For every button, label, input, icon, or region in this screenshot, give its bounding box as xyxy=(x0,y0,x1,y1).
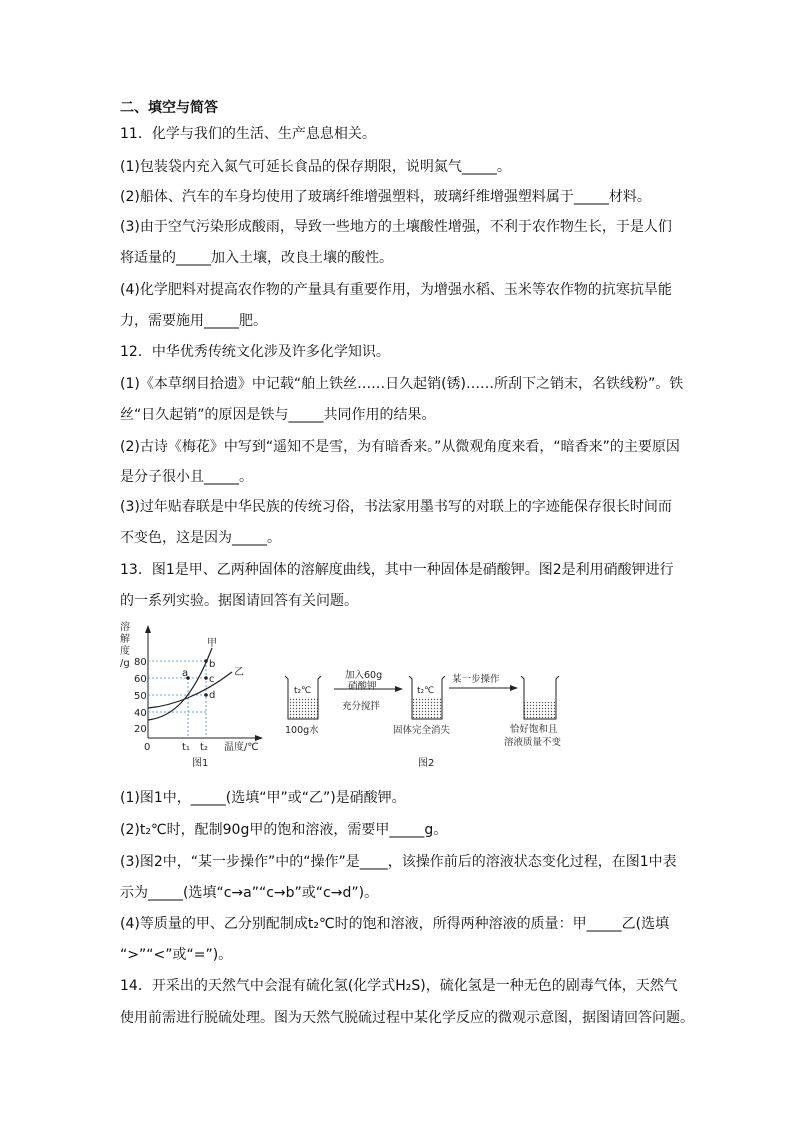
figure-2-caption: 图2 xyxy=(418,758,435,769)
question-12-part-2-line-2: 是分子很小且_____。 xyxy=(120,469,253,485)
question-13-figures xyxy=(112,620,592,770)
point-label-a: a xyxy=(182,668,189,679)
y-tick-20: 20 xyxy=(134,724,147,735)
question-13-part-3-line-1: (3)图2中，“某一步操作”中的“操作”是____，该操作前后的溶液状态变化过程，在图1中表 xyxy=(120,854,677,870)
question-12-part-1-line-2: 丝“日久起销”的原因是铁与_____共同作用的结果。 xyxy=(120,407,436,423)
arrow-1-label-line-2: 硝酸钾 xyxy=(348,681,377,692)
y-tick-80: 80 xyxy=(134,657,147,668)
arrow-2-label: 某一步操作 xyxy=(452,674,500,685)
question-14-stem-line-1: 14．开采出的天然气中会混有硫化氢(化学式H₂S)，硫化氢是一种无色的剧毒气体，天然气 xyxy=(120,978,678,994)
question-12-part-1-line-1: (1)《本草纲目拾遗》中记载“舶上铁丝……日久起销(锈)……所刮下之销末，名铁线粉”。铁 xyxy=(120,376,684,392)
y-tick-40: 40 xyxy=(134,708,147,719)
question-11-part-1: (1)包装袋内充入氮气可延长食品的保存期限，说明氮气_____。 xyxy=(120,159,511,175)
x-axis-label: 温度/℃ xyxy=(224,742,259,753)
question-13-stem-line-1: 13．图1是甲、乙两种固体的溶解度曲线，其中一种固体是硝酸钾。图2是利用硝酸钾进行 xyxy=(120,562,674,578)
question-13-part-4-line-2: “>”“<”或“=”)。 xyxy=(120,947,233,963)
curve-yi xyxy=(148,672,232,708)
question-12-part-3-line-2: 不变色，这是因为_____。 xyxy=(120,530,281,546)
question-12-part-3-line-1: (3)过年贴春联是中华民族的传统习俗，书法家用墨书写的对联上的字迹能保存很长时间而 xyxy=(120,499,672,515)
point-d xyxy=(204,693,208,697)
question-11-part-3-line-1: (3)由于空气污染形成酸雨，导致一些地方的土壤酸性增强，不利于农作物生长，于是人们 xyxy=(120,219,672,235)
beaker-2-liquid xyxy=(412,697,442,719)
question-11-part-2: (2)船体、汽车的车身均使用了玻璃纤维增强塑料，玻璃纤维增强塑料属于_____材料。 xyxy=(120,189,651,205)
section-title: 二、填空与简答 xyxy=(120,100,218,116)
y-tick-60: 60 xyxy=(134,674,147,685)
beaker-3-liquid xyxy=(524,702,556,719)
question-13-part-2: (2)t₂℃时，配制90g甲的饱和溶液，需要甲_____g。 xyxy=(120,822,448,838)
y-axis-label-char-3: 度 xyxy=(120,646,130,657)
curve-label-jia: 甲 xyxy=(207,638,217,649)
arrow-1-label-line-1: 加入60g xyxy=(345,670,383,681)
beaker-1-liquid xyxy=(288,697,318,719)
point-label-c: c xyxy=(209,674,215,685)
y-axis-label-char-4: /g xyxy=(120,658,130,669)
point-b xyxy=(204,659,208,663)
curve-jia xyxy=(148,648,212,720)
guide-lines xyxy=(148,661,206,738)
point-label-d: d xyxy=(209,690,216,701)
question-14-stem-line-2: 使用前需进行脱硫处理。图为天然气脱硫过程中某化学反应的微观示意图，据图请回答问题。 xyxy=(120,1010,694,1026)
question-11-part-4-line-2: 力，需要施用_____肥。 xyxy=(120,313,267,329)
beaker-3-label-line-2: 溶液质量不变 xyxy=(504,737,562,748)
question-11-part-4-line-1: (4)化学肥料对提高农作物的产量具有重要作用，为增强水稻、玉米等农作物的抗寒抗旱能 xyxy=(120,282,672,298)
point-c xyxy=(204,676,208,680)
beaker-1-temp: t₂℃ xyxy=(294,686,312,696)
question-11-part-3-line-2: 将适量的_____加入土壤，改良土壤的酸性。 xyxy=(120,250,393,266)
point-label-b: b xyxy=(209,659,216,670)
origin-label: 0 xyxy=(144,742,151,753)
beaker-3-label-line-1: 恰好饱和且 xyxy=(510,724,558,735)
beaker-2-label: 固体完全消失 xyxy=(393,725,451,736)
y-tick-50: 50 xyxy=(134,691,147,702)
question-12-part-2-line-1: (2)古诗《梅花》中写到“遥知不是雪，为有暗香来。”从微观角度来看，“暗香来”的主要原因 xyxy=(120,439,680,455)
arrow-1-label-bottom: 充分搅拌 xyxy=(342,701,381,712)
figure-1-caption: 图1 xyxy=(192,758,209,769)
y-axis-label-char-1: 溶 xyxy=(120,622,130,633)
figure-2-experiment xyxy=(285,669,562,769)
question-12-stem: 12．中华优秀传统文化涉及许多化学知识。 xyxy=(120,344,390,360)
figure-1-solubility-chart xyxy=(120,620,262,769)
question-13-part-3-line-2: 示为_____(选填“c→a”“c→b”或“c→d”)。 xyxy=(120,885,379,901)
curve-label-yi: 乙 xyxy=(234,667,244,678)
y-axis-label-char-2: 解 xyxy=(120,634,130,645)
question-11-stem: 11．化学与我们的生活、生产息息相关。 xyxy=(120,126,376,142)
question-13-part-4-line-1: (4)等质量的甲、乙分别配制成t₂℃时的饱和溶液，所得两种溶液的质量：甲_____乙(选填 xyxy=(120,916,670,932)
beaker-1-label: 100g水 xyxy=(285,725,319,736)
beaker-2-temp: t₂℃ xyxy=(417,686,435,696)
question-13-stem-line-2: 的一系列实验。据图请回答有关问题。 xyxy=(120,593,358,609)
question-13-part-1: (1)图1中，_____(选填“甲”或“乙”)是硝酸钾。 xyxy=(120,790,406,806)
x-tick-t2: t₂ xyxy=(200,742,208,753)
x-tick-t1: t₁ xyxy=(182,742,190,753)
